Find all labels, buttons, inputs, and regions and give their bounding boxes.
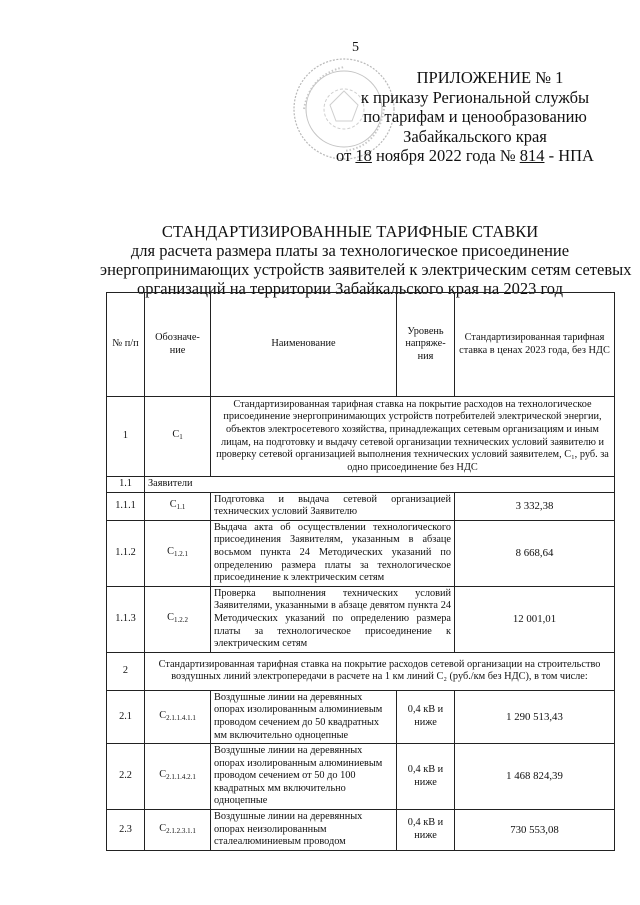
row-num: 2.1 <box>107 690 145 743</box>
row-value: 3 332,38 <box>455 492 615 520</box>
row-code <box>145 690 211 743</box>
row-code <box>145 492 211 520</box>
table-row <box>107 520 615 586</box>
code-letter: C <box>169 498 177 510</box>
order-number: 814 <box>519 146 545 165</box>
row-description: Стандартизированная тарифная ставка на покрытие расходов на технологическое присоединение энергопринимающих устройств потребителей электрической энергии, объектов электросетевого хозяйства, принадлежащих сетевым организациям и иным лицам, на подготовку и выдачу сетевой организации технических условий заявителю и проверку сетевой организацией выполнения технических условий заявителем, C₁, руб. за одно присоединение без НДС <box>211 397 615 477</box>
table-row <box>107 397 615 477</box>
code-letter: C <box>167 545 174 557</box>
table-row <box>107 492 615 520</box>
row-num: 1.1 <box>107 477 145 493</box>
row-description: Воздушные линии на деревянных опорах изолированным алюминиевым проводом сечением от 50 до 100 квадратных мм включительно одноцепные <box>211 744 397 810</box>
row-description: Заявители <box>145 477 615 493</box>
code-letter: C <box>172 429 180 441</box>
row-code <box>145 810 211 851</box>
date-middle: ноября 2022 года № <box>371 146 520 165</box>
title-sub-1: для расчета размера платы за технологическое присоединение <box>130 241 570 260</box>
row-code <box>145 744 211 810</box>
row-num: 2.3 <box>107 810 145 851</box>
document-title <box>100 222 632 298</box>
row-description: Воздушные линии на деревянных опорах неизолированным сталеалюминиевым проводом <box>211 810 397 851</box>
row-value: 8 668,64 <box>455 520 615 586</box>
table-row <box>107 586 615 652</box>
date-day: 18 <box>355 146 372 165</box>
row-description: Воздушные линии на деревянных опорах изолированным алюминиевым проводом сечением до 50 квадратных мм включительно одноцепные <box>211 690 397 743</box>
appendix-date <box>330 146 600 166</box>
table-row <box>107 690 615 743</box>
code-subscript: 1 <box>179 433 183 442</box>
code-subscript: 1.1 <box>176 502 186 511</box>
row-num: 1.1.1 <box>107 492 145 520</box>
row-code <box>145 397 211 477</box>
row-num: 1.1.3 <box>107 586 145 652</box>
code-subscript: 2.1.2.3.1.1 <box>166 826 196 835</box>
code-subscript: 2.1.1.4.1.1 <box>166 713 196 722</box>
code-subscript: 1.2.2 <box>173 615 188 624</box>
row-value: 730 553,08 <box>455 810 615 851</box>
row-voltage: 0,4 кВ и ниже <box>397 810 455 851</box>
row-value: 12 001,01 <box>455 586 615 652</box>
title-main: СТАНДАРТИЗИРОВАННЫЕ ТАРИФНЫЕ СТАВКИ <box>161 222 539 241</box>
row-description: Подготовка и выдача сетевой организацией технических условий Заявителю <box>211 492 455 520</box>
appendix-line-1: к приказу Региональной службы <box>360 87 590 107</box>
row-code <box>145 586 211 652</box>
row-description: Стандартизированная тарифная ставка на покрытие расходов сетевой организации на строительство воздушных линий электропередачи в расчете на 1 км линий C₂ (руб./км без НДС), в том числе: <box>145 652 615 690</box>
page-number: 5 <box>352 40 359 55</box>
title-sub-3: организаций на территории Забайкальского края на 2023 год <box>137 279 563 298</box>
row-value: 1 468 824,39 <box>455 744 615 810</box>
code-subscript: 1.2.1 <box>173 549 188 558</box>
date-suffix: - НПА <box>544 146 594 165</box>
code-letter: C <box>159 822 167 834</box>
row-description: Проверка выполнения технических условий Заявителями, указанными в абзаце девятом пункта 24 Методических указаний по определению размера платы за технологическое присоединение к электрическим сетям <box>211 586 455 652</box>
header-voltage: Уровень напряже-ния <box>397 293 455 397</box>
appendix-block <box>330 68 600 166</box>
table-header-row <box>107 293 615 397</box>
title-sub-2: энергопринимающих устройств заявителей к электрическим сетям сетевых <box>100 260 632 279</box>
appendix-line-2: по тарифам и ценообразованию <box>363 107 587 126</box>
row-num: 2 <box>107 652 145 690</box>
table-row <box>107 652 615 690</box>
row-voltage: 0,4 кВ и ниже <box>397 690 455 743</box>
row-num: 2.2 <box>107 744 145 810</box>
header-num: № п/п <box>107 293 145 397</box>
row-description: Выдача акта об осуществлении технологического присоединения Заявителям, указанным в абзаце восьмом пункта 24 Методических указаний по определению размера платы за технологическое присоединение к электрическим сетям <box>211 520 455 586</box>
code-letter: C <box>167 611 174 623</box>
appendix-title: ПРИЛОЖЕНИЕ № 1 <box>416 68 564 87</box>
row-code <box>145 520 211 586</box>
code-letter: C <box>159 709 167 721</box>
row-value: 1 290 513,43 <box>455 690 615 743</box>
code-subscript: 2.1.1.4.2.1 <box>166 773 196 782</box>
appendix-line-3: Забайкальского края <box>403 126 547 146</box>
header-name: Наименование <box>211 293 397 397</box>
tariff-table <box>106 292 615 851</box>
header-rate: Стандартизированная тарифная ставка в ценах 2023 года, без НДС <box>455 293 615 397</box>
date-prefix: от <box>336 146 356 165</box>
header-designation: Обозначе-ние <box>145 293 211 397</box>
table-row <box>107 810 615 851</box>
table-row <box>107 477 615 493</box>
code-letter: C <box>159 769 167 781</box>
table-row <box>107 744 615 810</box>
row-num: 1.1.2 <box>107 520 145 586</box>
row-num: 1 <box>107 397 145 477</box>
row-voltage: 0,4 кВ и ниже <box>397 744 455 810</box>
